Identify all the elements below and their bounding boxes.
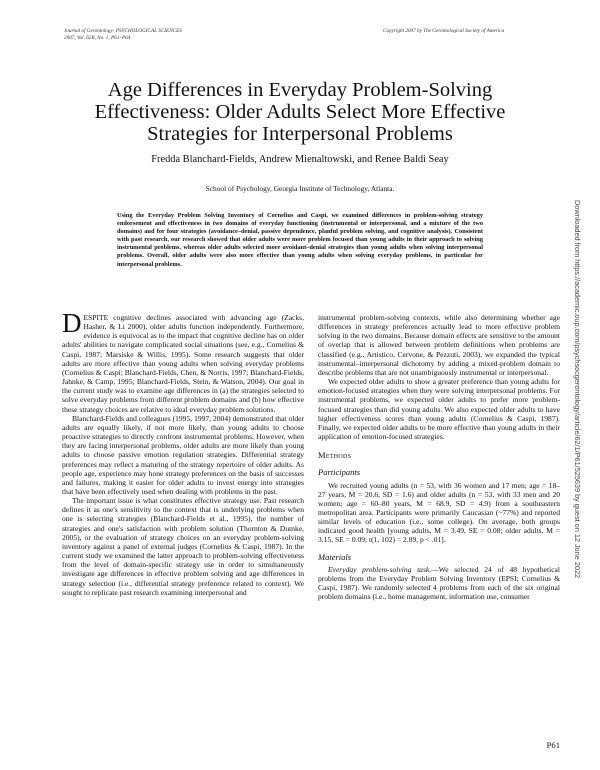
affiliation: School of Psychology, Georgia Institute of Technology, Atlanta. bbox=[205, 184, 395, 193]
drop-cap: D bbox=[62, 308, 82, 338]
copyright-line: Copyright 2007 by The Gerontological Society of America bbox=[383, 28, 505, 34]
page-number: P61 bbox=[546, 740, 560, 750]
journal-line-2: 2007, Vol. 62B, No. 1, P61–P64 bbox=[64, 35, 131, 41]
author-list: Fredda Blanchard-Fields, Andrew Mienaltowski, and Renee Baldi Seay bbox=[151, 154, 449, 165]
participants-heading: Participants bbox=[318, 467, 361, 478]
intro-paragraph-4: instrumental problem-solving contexts, while also determining whether age differences in strategy preferences actually lead to more effective problem solving in the two domains. Because domain effects are sensitive to the amount of overlap that is allowed between problem definitions when problems are classified (e.g., Artistico, Cervone, & Pezzuti, 2003), we expanded the typical instrumental–interpersonal dichotomy by adding a mixed-problem domain to describe problems that are not unambiguously instrumental or interpersonal. bbox=[318, 313, 560, 377]
materials-paragraph bbox=[318, 565, 560, 602]
intro-paragraph-5: We expected older adults to show a greater preference than young adults for emotion-focused strategies when they were solving interpersonal problems. For instrumental problems, we expected older adults to prefer more problem-focused strategies than did young adults. We also expected older adults to have higher effectiveness scores than young adults (Cornelius & Caspi, 1987). Finally, we expected older adults to be more effective than young adults in their application of emotion-focused strategies. bbox=[318, 377, 560, 442]
intro-paragraph-3: The important issue is what constitutes effective strategy use. Past research defines it as one's sensitivity to the context that is underlying problems when one is selecting strategies (Blanchard-Fields et al., 1995), the number of strategies and one's satisfaction with problem solution (Thornton & Dumke, 2005), or the evaluation of strategy choices on an everyday problem-solving inventory against a panel of external judges (Cornelius & Caspi, 1987). In the current study we examined the latter approach to problem-solving effectiveness from the level of domain-specific strategy use in order to simultaneously investigate age differences in effective problem solving and age differences in strategy selection (i.e., differential strategy preference related to context). We sought to replicate past research examining interpersonal and bbox=[62, 496, 304, 597]
journal-line-1: Journal of Gerontology: PSYCHOLOGICAL SCIENCES bbox=[64, 28, 182, 34]
materials-heading: Materials bbox=[318, 551, 352, 562]
materials-text: —We selected 24 of 48 hypothetical problems from the Everyday Problem Solving Inventory (EPSI; Cornelius & Caspi, 1987). We randomly selected 4 problems from each of the six original problem domains (i.e., home management, information use, consumer bbox=[318, 564, 561, 602]
materials-lead: Everyday problem-solving task. bbox=[328, 564, 432, 574]
intro-paragraph-1-text: cognitive declines associated with advancing age (Zacks, Hasher, & Li 2000), older adults function independently. Furthermore, evidence is equivocal as to the impact that cognitive decline has on older adults' abilities to navigate complicated social situations (see, e.g., Cornelius & Caspi, 1987; Marsiske & Willis, 1995). Some research suggests that older adults are more effective than young adults when solving everyday problems (Cornelius & Caspi; Blanchard-Fields, Chen, & Norris, 1997; Blanchard-Fields, Jahnke, & Camp, 1995; Blanchard-Fields, Stein, & Watson, 2004). Our goal in the current study was to examine age differences in (a) the strategies selected to solve everyday problems from different problem domains and (b) how effective these strategy choices are relative to ideal everyday problem solutions. bbox=[62, 313, 304, 414]
download-watermark: Downloaded from https://academic.oup.com/psychsocgerontology/article/62/1/P61/525639 by guest on 12 June 2022 bbox=[573, 200, 582, 579]
intro-paragraph-1 bbox=[62, 308, 304, 414]
participants-paragraph: We recruited young adults (n = 53, with 36 women and 17 men; age = 18–27 years, M = 20.6, SD = 1.6) and older adults (n = 53, with 33 men and 20 women; age = 60–80 years, M = 68.9, SD = 4.9) from a southeastern metropolitan area. Participants were primarily Caucasian (~77%) and reported similar levels of education (i.e., some college). On average, both groups indicated good health [young adults, M = 3.49, SE = 0.08; older adults, M = 3.15, SE = 0.09; t(1, 102) = 2.89, p < .01]. bbox=[318, 480, 560, 545]
abstract: Using the Everyday Problem Solving Inventory of Cornelius and Caspi, we examined differences in problem-solving strategy endorsement and effectiveness in two domains of everyday functioning (instrumental or interpersonal, and a mixture of the two domains) and for four strategies (avoidance–denial, passive dependence, planful problem solving, and cognitive analysis). Consistent with past research, our research showed that older adults were more problem focused than young adults in their approach to solving instrumental problems, whereas older adults selected more avoidant–denial strategies than young adults when solving interpersonal problems. Overall, older adults were also more effective than young adults when solving everyday problems, in particular for interpersonal problems. bbox=[117, 212, 483, 268]
intro-lead-caps: ESPITE bbox=[83, 313, 109, 322]
intro-paragraph-2: Blanchard-Fields and colleagues (1995, 1997, 2004) demonstrated that older adults are equally likely, if not more likely, than young adults to choose proactive strategies to directly confront instrumental problems. However, when they are facing interpersonal problems, older adults are more likely than young adults to choose passive emotion regulation strategies. Differential strategy preferences may reflect a maturing of the strategy repertoire of older adults. As people age, experience may hone strategy preferences on the basis of successes and failures, making it easier for older adults to invest energy into strategies that have been effectively used when dealing with problems in the past. bbox=[62, 413, 304, 496]
journal-header bbox=[64, 28, 182, 42]
right-column bbox=[318, 313, 560, 601]
article-title: Age Differences in Everyday Problem-Solving Effectiveness: Older Adults Select More Effective Strategies for Interpersonal Problems bbox=[94, 79, 506, 145]
methods-heading: Methods bbox=[318, 450, 352, 461]
left-column bbox=[62, 308, 304, 597]
